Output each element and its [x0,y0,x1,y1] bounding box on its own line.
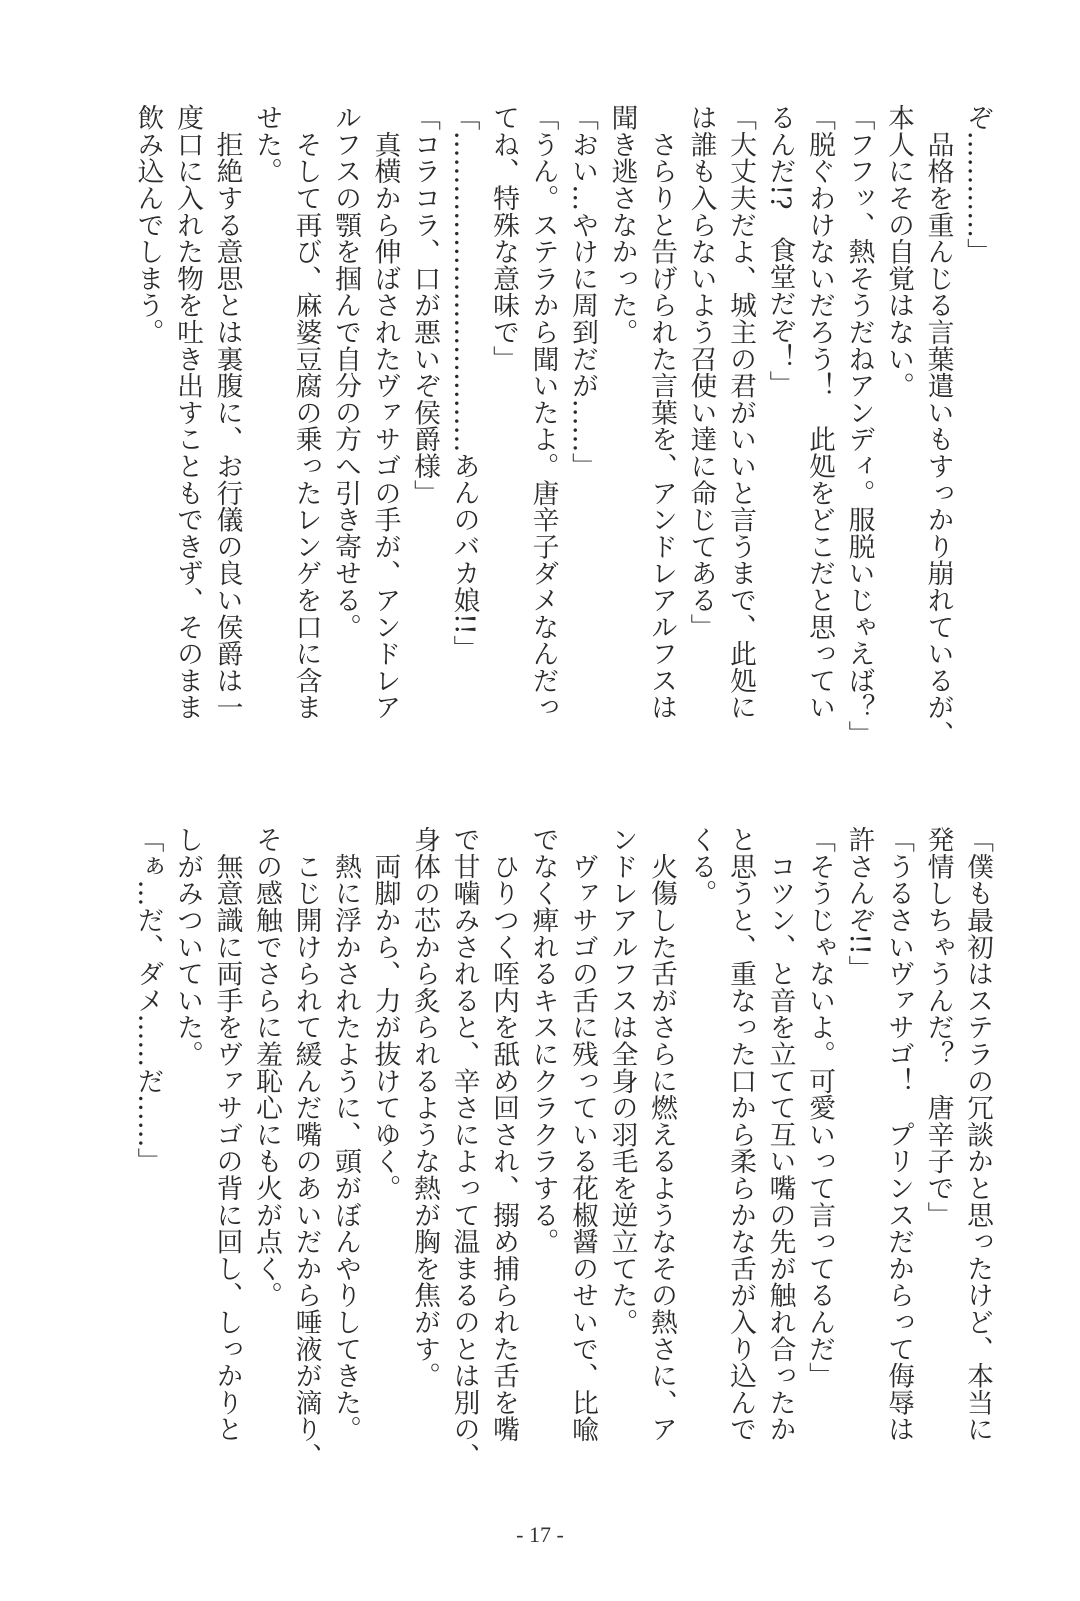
text-column: 「おい…やけに周到だが……」 [567,104,598,480]
text-column: 飲み込んでしまう。 [132,104,164,346]
text-column: 火傷した舌がさらに燃えるようなその熱さに、ア [646,826,677,1443]
text-column: 「うん。ステラから聞いたよ。唐辛子ダメなんだっ [527,104,559,721]
text-column: こじ開けられて緩んだ嘴のあいだから唾液が滴り、 [290,826,322,1470]
text-column: ンドレアルフスは全身の羽毛を逆立てた。 [606,826,638,1336]
text-column: その感触でさらに羞恥心にも火が点く。 [251,826,282,1309]
text-column: 発情しちゃうんだ？ 唐辛子で」 [922,826,954,1228]
text-column: 熱に浮かされたように、頭がぼんやりしてきた。 [330,826,361,1443]
text-column: しがみついていた。 [172,826,203,1068]
text-column: 身体の芯から炙られるような熱が胸を焦がす。 [409,826,440,1389]
text-column: くる。 [685,826,717,907]
text-column: 聞き逃さなかった。 [606,104,638,346]
text-column: ぞ…………」 [962,104,993,265]
text-column: ひりつく咥内を舐め回され、搦め捕られた舌を嘴 [488,826,519,1443]
text-column: 「うるさいヴァサゴ！ プリンスだからって侮辱は [883,826,914,1443]
text-column: せた。 [251,104,282,185]
text-column: コツン、と音を立てて互い嘴の先が触れ合ったか [764,826,796,1443]
text-column: 「脱ぐわけないだろう！ 此処をどこだと思ってい [804,104,835,721]
text-column: 「僕も最初はステラの冗談かと思ったけど、本当に [962,826,993,1443]
text-column: そして再び、麻婆豆腐の乗ったレンゲを口に含ま [290,104,322,721]
text-column: 拒絶する意思とは裏腹に、お行儀の良い侯爵は一 [211,104,243,721]
text-column: 両脚から、力が抜けてゆく。 [369,826,401,1202]
text-column: 「フフッ、熱そうだねアンディ。服脱いじゃえば？」 [843,104,875,748]
text-column: で甘噛みされると、辛さによって温まるのとは別の、 [448,826,480,1470]
text-column: 「そうじゃないよ。可愛いって言ってるんだ」 [804,826,835,1389]
text-column: 度口に入れた物を吐き出すこともできず、そのまま [172,104,203,721]
text-column: 真横から伸ばされたヴァサゴの手が、アンドレア [369,104,401,721]
text-column: さらりと告げられた言葉を、アンドレアルフスは [646,104,677,721]
text-column: ヴァサゴの舌に残っている花椒醤のせいで、比喩 [567,826,598,1443]
text-column: てね、特殊な意味で」 [488,104,519,372]
upper-text-block [128,104,997,754]
text-column: でなく痺れるキスにクラクラする。 [527,826,559,1255]
text-column: 本人にその自覚はない。 [883,104,914,399]
text-column: るんだ!? 食堂だぞ！」 [764,104,796,398]
text-column: 無意識に両手をヴァサゴの背に回し、しっかりと [211,826,243,1443]
lower-text-block [128,826,997,1476]
text-column: は誰も入らないよう召使い達に命じてある」 [685,104,717,640]
text-column: 許さんぞ!!」 [843,826,875,982]
text-column: 「………………………………あんのバカ娘!!」 [448,104,480,662]
text-column: 「ぁ…だ、ダメ……だ……」 [132,826,164,1175]
text-column: と思うと、重なった口から柔らかな舌が入り込んで [725,826,756,1443]
text-column: 「大丈夫だよ、城主の君がいいと言うまで、此処に [725,104,756,721]
page-number: - 17 - [516,1522,564,1547]
text-column: ルフスの顎を掴んで自分の方へ引き寄せる。 [330,104,361,640]
text-column: 品格を重んじる言葉遣いもすっかり崩れているが、 [922,104,954,748]
text-column: 「コラコラ、口が悪いぞ侯爵様」 [409,104,440,506]
